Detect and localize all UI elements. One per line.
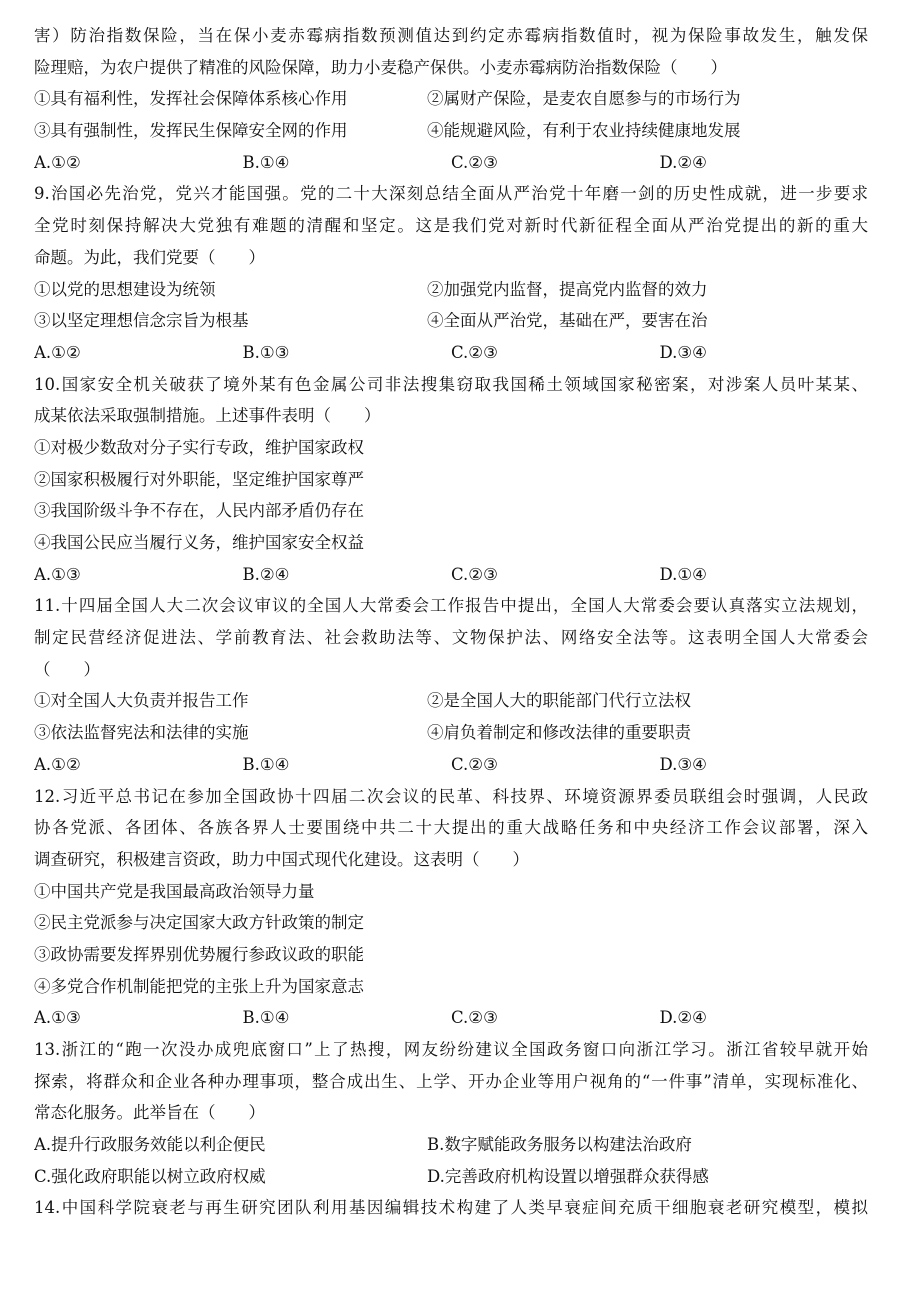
- question-text-line: 险理赔，为农户提供了精准的风险保障，助力小麦稳产保供。小麦赤霉病防治指数保险（ ）: [34, 57, 727, 77]
- question-text-line: （ ）: [34, 659, 100, 679]
- answer-c: C.②③: [451, 754, 498, 774]
- answer-b: B.①④: [242, 152, 290, 172]
- option-row: [34, 1161, 868, 1193]
- question-8: [34, 20, 868, 178]
- answer-choices: [34, 147, 868, 179]
- option-1: ①对全国人大负责并报告工作: [34, 691, 249, 711]
- answer-c: C.②③: [451, 564, 498, 584]
- answer-b: B.①④: [242, 1008, 290, 1028]
- option-b: B.数字赋能政务服务以构建法治政府: [427, 1135, 692, 1155]
- question-text-line: 成某依法采取强制措施。上述事件表明（ ）: [34, 406, 381, 426]
- answer-choices: [34, 749, 868, 781]
- question-text-line: 11.十四届全国人大二次会议审议的全国人大常委会工作报告中提出，全国人大常委会要认真落实立法规划，: [34, 596, 868, 616]
- answer-a: A.①③: [34, 1008, 81, 1028]
- option-row: [34, 83, 868, 115]
- answer-b: B.①③: [242, 342, 290, 362]
- answer-b: B.②④: [242, 564, 290, 584]
- option-3: ③政协需要发挥界别优势履行参政议政的职能: [34, 944, 364, 964]
- option-2: ②加强党内监督，提高党内监督的效力: [427, 279, 708, 299]
- question-text-line: 13.浙江的“跑一次没办成兜底窗口”上了热搜，网友纷纷建议全国政务窗口向浙江学习。浙江省较早就开始: [34, 1040, 868, 1059]
- answer-choices: [34, 337, 868, 369]
- answer-a: A.①②: [34, 152, 81, 172]
- option-row: [34, 685, 868, 717]
- option-a: A.提升行政服务效能以利企便民: [34, 1135, 266, 1155]
- question-13: [34, 1034, 868, 1192]
- question-text-line: 探索，将群众和企业各种办理事项，整合成出生、上学、开办企业等用户视角的“一件事”清单，实现标准化、: [34, 1071, 868, 1091]
- answer-d: D.③④: [659, 754, 707, 774]
- answer-a: A.①②: [34, 342, 81, 362]
- question-text-line: 命题。为此，我们党要（ ）: [34, 247, 265, 267]
- option-3: ③我国阶级斗争不存在，人民内部矛盾仍存在: [34, 501, 364, 521]
- question-11: [34, 590, 868, 780]
- question-10: [34, 369, 868, 591]
- question-text-line: 调查研究，积极建言资政，助力中国式现代化建设。这表明（ ）: [34, 849, 529, 869]
- option-3: ③依法监督宪法和法律的实施: [34, 723, 249, 743]
- question-text-line: 协各党派、各团体、各族各界人士要围绕中共二十大提出的重大战略任务和中央经济工作会议部署，深入: [34, 818, 868, 838]
- option-4: ④肩负着制定和修改法律的重要职责: [427, 723, 691, 743]
- answer-a: A.①③: [34, 564, 81, 584]
- option-2: ②民主党派参与决定国家大政方针政策的制定: [34, 913, 364, 933]
- option-4: ④全面从严治党，基础在严，要害在治: [427, 311, 708, 331]
- question-text-line: 10.国家安全机关破获了境外某有色金属公司非法搜集窃取我国稀土领域国家秘密案，对涉案人员叶某某、: [34, 374, 868, 394]
- option-1: ①对极少数敌对分子实行专政，维护国家政权: [34, 437, 364, 457]
- option-2: ②是全国人大的职能部门代行立法权: [427, 691, 691, 711]
- question-12: [34, 781, 868, 1035]
- question-text-line: 常态化服务。此举旨在（ ）: [34, 1103, 265, 1123]
- option-4: ④多党合作机制能把党的主张上升为国家意志: [34, 976, 364, 996]
- answer-d: D.①④: [659, 564, 707, 584]
- option-row: [34, 305, 868, 337]
- option-row: [34, 1129, 868, 1161]
- answer-d: D.②④: [659, 1008, 707, 1028]
- question-text-line: 制定民营经济促进法、学前教育法、社会救助法等、文物保护法、网络安全法等。这表明全国人大常委会: [34, 628, 868, 648]
- option-4: ④我国公民应当履行义务，维护国家安全权益: [34, 533, 364, 552]
- question-text-line: 14.中国科学院衰老与再生研究团队利用基因编辑技术构建了人类早衰症间充质干细胞衰老研究模型，模拟: [34, 1198, 868, 1218]
- option-c: C.强化政府职能以树立政府权威: [34, 1166, 266, 1186]
- answer-c: C.②③: [451, 1008, 498, 1028]
- question-text-line: 12.习近平总书记在参加全国政协十四届二次会议的民革、科技界、环境资源界委员联组会时强调，人民政: [34, 786, 868, 806]
- answer-c: C.②③: [451, 152, 498, 172]
- option-1: ①以党的思想建设为统领: [34, 279, 216, 299]
- option-2: ②属财产保险，是麦农自愿参与的市场行为: [427, 89, 741, 109]
- answer-a: A.①②: [34, 754, 81, 774]
- answer-d: D.③④: [659, 342, 707, 362]
- option-3: ③具有强制性，发挥民生保障安全网的作用: [34, 121, 348, 141]
- answer-d: D.②④: [659, 152, 707, 172]
- answer-choices: [34, 1002, 868, 1034]
- answer-b: B.①④: [242, 754, 290, 774]
- question-text-line: 害）防治指数保险，当在保小麦赤霉病指数预测值达到约定赤霉病指数值时，视为保险事故发生，触发保: [34, 26, 868, 45]
- option-3: ③以坚定理想信念宗旨为根基: [34, 311, 249, 331]
- option-1: ①中国共产党是我国最高政治领导力量: [34, 881, 315, 901]
- option-1: ①具有福利性，发挥社会保障体系核心作用: [34, 89, 348, 109]
- option-d: D.完善政府机构设置以增强群众获得感: [427, 1166, 709, 1186]
- question-14: [34, 1192, 868, 1224]
- question-text-line: 全党时刻保持解决大党独有难题的清醒和坚定。这是我们党对新时代新征程全面从严治党提出的新的重大: [34, 216, 868, 236]
- answer-c: C.②③: [451, 342, 498, 362]
- option-row: [34, 115, 868, 147]
- document-page: [34, 20, 868, 1224]
- question-9: [34, 178, 868, 368]
- option-2: ②国家积极履行对外职能，坚定维护国家尊严: [34, 469, 364, 489]
- answer-choices: [34, 559, 868, 591]
- option-row: [34, 717, 868, 749]
- option-row: [34, 274, 868, 306]
- question-text-line: 9.治国必先治党，党兴才能国强。党的二十大深刻总结全面从严治党十年磨一剑的历史性成就，进一步要求: [34, 184, 868, 204]
- option-4: ④能规避风险，有利于农业持续健康地发展: [427, 121, 741, 141]
